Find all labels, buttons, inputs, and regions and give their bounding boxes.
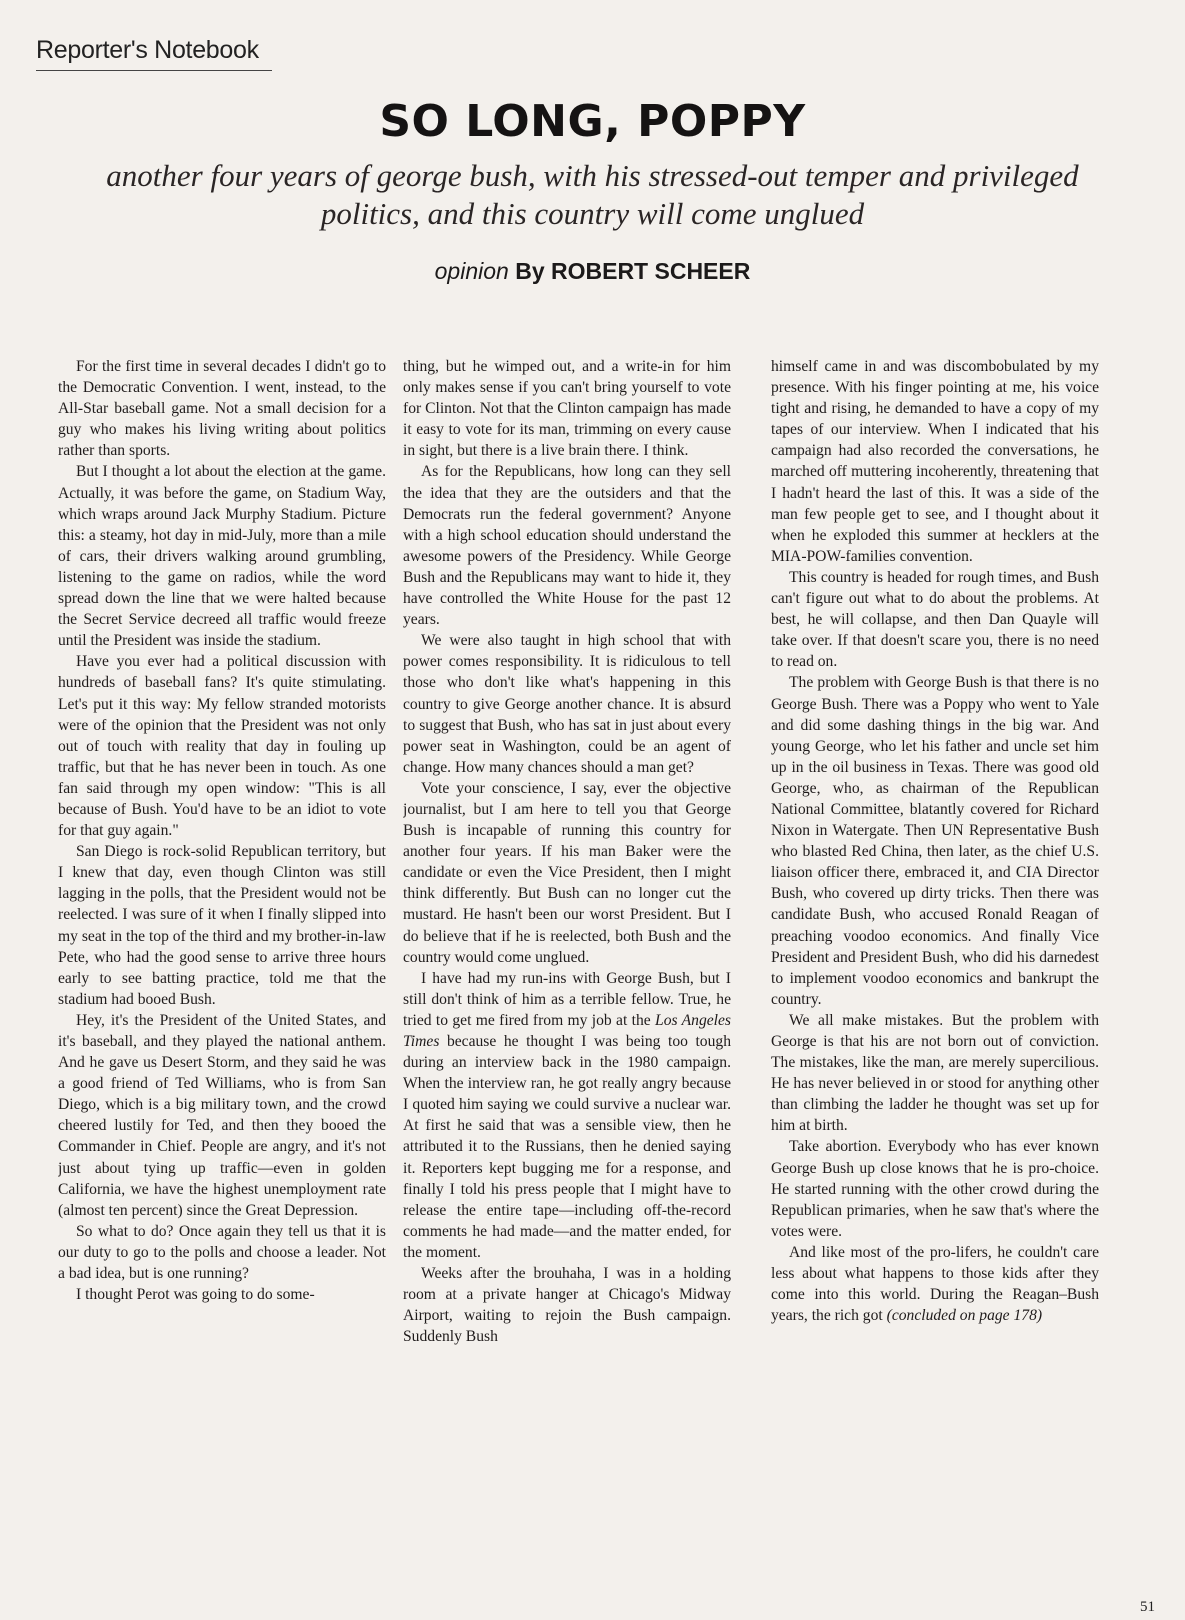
paragraph: This country is headed for rough times, and Bush can't figure out what to do about the problems. At best, he will collapse, and then Dan Quayle will take over. If that doesn't scare you, there is no need to read on. (771, 568, 1099, 671)
paragraph-with-citation: I have had my run-ins with George Bush, but I still don't think of him as a terrible fellow. True, he tried to get me fired from my job at the Los Angeles Times because he thought I was being too tough during an interview back in the 1980 campaign. When the interview ran, he got really angry because I quoted him saying we could survive a nuclear war. At first he said that was a sensible view, then he attributed it to the Russians, then he denied saying it. Reporters kept bugging me for a response, and finally I told his press people that I might have to release the entire tape—including off-the-record comments he had made—and the matter ended, for the moment. (403, 969, 731, 1261)
paragraph: thing, but he wimped out, and a write-in for him only makes sense if you can't bring yourself to vote for Clinton. Not that the Clinton campaign has made it easy to vote for its man, trimming on every cause in sight, but there is a live brain there. I think. (403, 358, 731, 460)
final-paragraph (771, 1242, 1099, 1326)
byline-kicker: opinion (434, 258, 509, 284)
article-column-3 (771, 356, 1099, 1588)
paragraph: As for the Republicans, how long can they sell the idea that they are the outsiders and that the Democrats run the federal government? Anyone with a high school education should understand the awesome powers of the Presidency. While George Bush and the Republicans may want to hide it, they have controlled the White House for the past 12 years. (403, 463, 731, 629)
paragraph: The problem with George Bush is that there is no George Bush. There was a Poppy who went to Yale and did some dashing things in the big war. And young George, who let his father and uncle set him up in the oil business in Texas. There was good old George, who, as chairman of the Republican National Committee, blatantly covered for Richard Nixon in Watergate. Then UN Representative Bush who blasted Red China, then later, as the chief U.S. liaison officer there, embraced it, and CIA Director Bush, who covered up dirty tricks. Then there was candidate Bush, who accused Ronald Reagan of preaching voodoo economics. And finally Vice President and President Bush, who did his darnedest to implement voodoo economics and bankrupt the country. (771, 674, 1099, 1008)
paragraph: himself came in and was discombobulated by my presence. With his finger pointing at me, his voice tight and rising, he demanded to have a copy of my tapes of our interview. When I indicated that his campaign had also recorded the conversations, he marched off muttering incoherently, threatening that I hadn't heard the last of this. It was a side of the man few people get to see, and I thought about it when he exploded this summer at hecklers at the MIA-POW-families convention. (771, 358, 1099, 565)
paragraph: Vote your conscience, I say, ever the objective journalist, but I am here to tell you that George Bush is incapable of running this country for another four years. If his man Baker were the candidate or even the Vice President, then I might think differently. But Bush can no longer cut the mustard. He hasn't been our worst President. But I do believe that if he is reelected, both Bush and the country would come unglued. (403, 779, 731, 966)
paragraph: Weeks after the brouhaha, I was in a holding room at a private hanger at Chicago's Midway Airport, waiting to rejoin the Bush campaign. Suddenly Bush (403, 1265, 731, 1346)
article-column-1 (58, 356, 386, 1588)
continuation-note: (concluded on page 178) (886, 1307, 1043, 1325)
section-label: Reporter's Notebook (36, 36, 259, 64)
final-paragraph-text: And like most of the pro-lifers, he couldn't care less about what happens to those kids after they come into this world. During the Reagan–Bush years, the rich got (771, 1243, 1099, 1325)
article-column-2 (403, 356, 731, 1588)
page-number: 51 (1140, 1599, 1155, 1615)
paragraph: Have you ever had a political discussion with hundreds of baseball fans? It's quite stimulating. Let's put it this way: My fellow stranded motorists were of the opinion that the President was not only out of touch with reality that day in fouling up traffic, but that he has never been in touch. As one fan said through my open window: "This is all because of Bush. You'd have to be an idiot to vote for that guy again." (58, 653, 386, 840)
paragraph: We all make mistakes. But the problem with George is that his are not born out of conviction. The mistakes, like the man, are merely supercilious. He has never believed in or stood for anything other than climbing the ladder he thought was set up for him at birth. (771, 1011, 1099, 1135)
paragraph: But I thought a lot about the election at the game. Actually, it was before the game, on Stadium Way, which wraps around Jack Murphy Stadium. Picture this: a steamy, hot day in mid-July, more than a mile of cars, their drivers walking around grumbling, listening to the game on radios, while the word spread down the line that we were halted because the Secret Service decreed all traffic would freeze until the President was inside the stadium. (58, 463, 386, 650)
byline (0, 258, 1185, 285)
byline-author: By ROBERT SCHEER (515, 258, 751, 284)
deck: another four years of george bush, with his stressed-out temper and privileged politics, and this country will come unglued (106, 158, 1079, 231)
headline: SO LONG, POPPY (379, 96, 806, 147)
paragraph: Take abortion. Everybody who has ever known George Bush up close knows that he is pro-choice. He started running with the other crowd during the Republican primaries, when he saw that's where the votes were. (771, 1138, 1099, 1240)
paragraph: I thought Perot was going to do some- (76, 1286, 315, 1304)
paragraph: San Diego is rock-solid Republican territory, but I knew that day, even though Clinton was still lagging in the polls, that the President would not be reelected. I was sure of it when I finally slipped into my seat in the top of the third and my brother-in-law Pete, who had the good sense to arrive three hours early to see batting practice, told me that the stadium had booed Bush. (58, 843, 386, 1008)
paragraph: We were also taught in high school that with power comes responsibility. It is ridiculous to tell those who don't like what's happening in this country to give George another chance. It is absurd to suggest that Bush, who has sat in just about every power seat in Washington, could be an agent of change. How many chances should a man get? (403, 632, 731, 776)
section-rule (36, 70, 272, 71)
paragraph: For the first time in several decades I didn't go to the Democratic Convention. I went, instead, to the All-Star baseball game. Not a small decision for a guy who makes his living writing about politics rather than sports. (58, 358, 386, 460)
paragraph: So what to do? Once again they tell us that it is our duty to go to the polls and choose a leader. Not a bad idea, but is one running? (58, 1222, 386, 1283)
paragraph: Hey, it's the President of the United States, and it's baseball, and they played the national anthem. And he gave us Desert Storm, and they said he was a good friend of Ted Williams, who is from San Diego, which is a big military town, and the crowd cheered lustily for Ted, and then they booed the Commander in Chief. People are angry, and it's not just about tying up traffic—even in golden California, we have the highest unemployment rate (almost ten percent) since the Great Depression. (58, 1011, 386, 1219)
newspaper-title: Los Angeles Times (403, 1011, 731, 1050)
